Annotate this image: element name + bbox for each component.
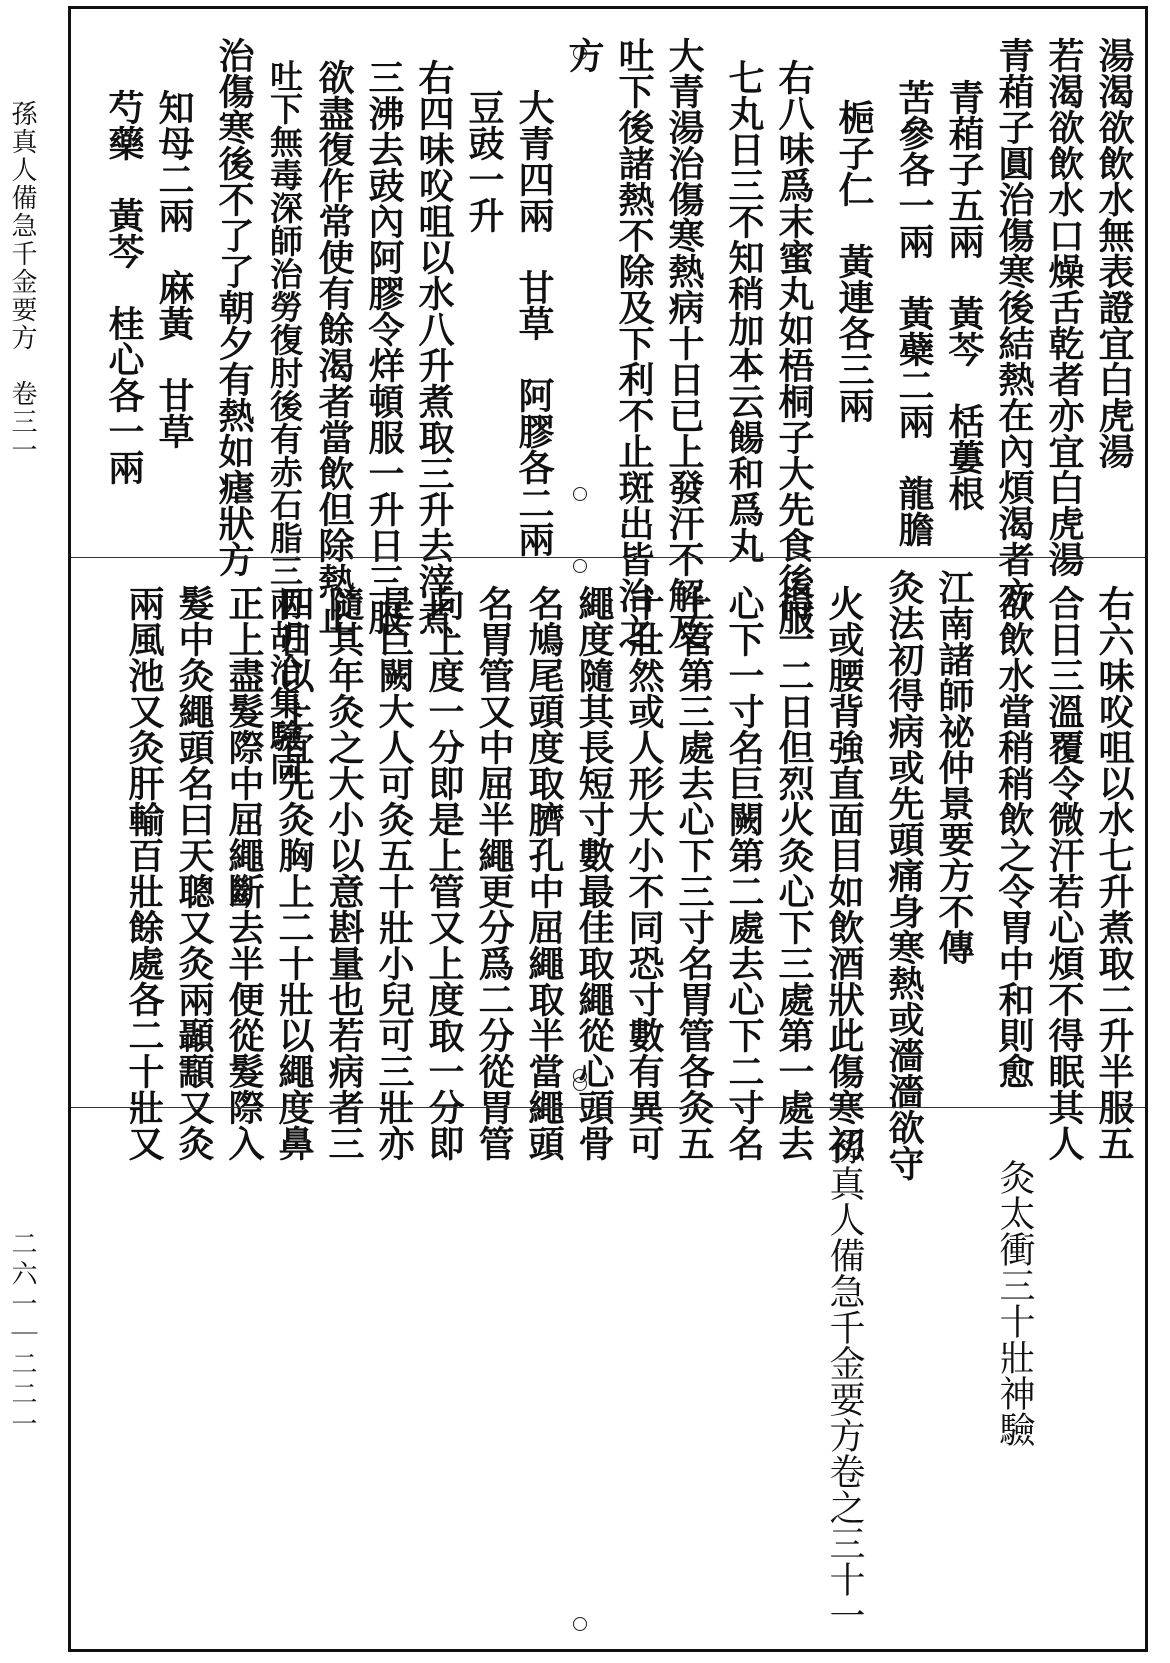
text-column: 正上盡髮際中屈繩斷去半便從髮際入	[223, 585, 265, 1161]
margin-title: 孫真人備急千金要方 卷三一	[7, 100, 37, 464]
text-column: 青葙子五兩 黃芩 栝蔞根	[943, 79, 985, 511]
circle-marker	[573, 559, 587, 573]
text-column: 上管第三處去心下三寸名胃管各灸五	[673, 585, 715, 1161]
text-column: 知母二兩 麻黃 甘草	[153, 89, 195, 449]
text-column: 吐下後諸熱不除及下利不止斑出皆治之	[613, 37, 655, 649]
text-column: 治傷寒後不了了朝夕有熱如瘧狀方	[213, 37, 255, 577]
circle-marker	[573, 1617, 587, 1631]
text-column: 欲盡復作常使有餘渴者當飲但除熱止	[313, 59, 355, 635]
text-column: 大青四兩 甘草 阿膠各二兩	[513, 89, 555, 557]
text-column: 三沸去豉內阿膠令烊頓服一升日三服	[363, 59, 405, 635]
text-panel-bottom	[71, 1109, 1145, 1655]
text-column: 火或腰背強直面目如飲酒狀此傷寒初	[823, 585, 865, 1161]
text-column: 得一二日但烈火灸心下三處第一處去	[773, 585, 815, 1161]
circle-marker	[573, 487, 587, 501]
text-column: 江南諸師祕仲景要方不傳	[933, 569, 975, 965]
text-column: 灸太衝三十壯神驗	[994, 1159, 1035, 1447]
text-column: 大青湯治傷寒熱病十日已上發汗不解及	[663, 37, 705, 649]
text-column: 七丸日三不知稍加本云餳和爲丸	[723, 59, 765, 563]
book-end-title: 孫真人備急千金要方卷之三十一	[824, 1129, 865, 1633]
text-column: 四日以上宜先灸胸上二十壯以繩度鼻	[273, 585, 315, 1161]
text-column: 若渴欲飲水口燥舌乾者亦宜白虎湯	[1043, 37, 1085, 577]
text-panel-middle	[71, 559, 1145, 1181]
text-column: 右八味爲末蜜丸如梧桐子大先食後服	[773, 59, 815, 635]
text-column: 方	[563, 37, 605, 73]
text-column: 合日三溫覆令微汗若心煩不得眠其人	[1043, 585, 1085, 1161]
text-column: 芍藥 黃芩 桂心各一兩	[103, 89, 145, 485]
text-column: 青葙子圓治傷寒後結熱在內煩渴者方	[993, 37, 1035, 613]
text-column: 右六味㕮咀以水七升煮取二升半服五	[1093, 585, 1135, 1161]
page-frame	[68, 6, 1148, 1652]
text-column: 梔子仁 黃連各三兩	[833, 99, 875, 423]
margin-page-number: 二六一｜二二一	[7, 1230, 37, 1440]
text-column: 名鳩尾頭度取臍孔中屈繩取半當繩頭	[523, 585, 565, 1161]
text-column: 繩度隨其長短寸數最佳取繩從心頭骨	[573, 585, 615, 1161]
text-column: 是巨闕大人可灸五十壯小兒可三壯亦	[373, 585, 415, 1161]
text-column: 吐下無毒深師治勞復肘後有赤石脂三兩胡洽集驗同	[265, 59, 304, 785]
text-column: 兩風池又灸肝輸百壯餘處各二十壯又	[123, 585, 165, 1161]
text-column: 苦參各一兩 黃蘗二兩 龍膽	[893, 79, 935, 547]
text-column: 名胃管又中屈半繩更分爲二分從胃管	[473, 585, 515, 1161]
text-column: 十壯然或人形大小不同恐寸數有異可	[623, 585, 665, 1161]
text-column: 右四味㕮咀以水八升煮取三升去滓煮	[413, 59, 455, 635]
circle-marker	[573, 1077, 587, 1091]
text-column: 心下一寸名巨闕第二處去心下二寸名	[723, 585, 765, 1161]
text-column: 豆豉一升	[463, 89, 505, 233]
panel-divider	[71, 1107, 1145, 1108]
text-column: 湯渴欲飲水無表證宜白虎湯	[1093, 37, 1135, 469]
text-column: 隨其年灸之大小以意斟量也若病者三	[323, 585, 365, 1161]
text-column: 向上度一分即是上管又上度取一分即	[423, 585, 465, 1161]
panel-divider	[71, 557, 1145, 558]
text-column: 髮中灸繩頭名曰天聰又灸兩顳顬又灸	[173, 585, 215, 1161]
text-column: 灸法初得病或先頭痛身寒熱或濇濇欲守	[883, 569, 925, 1181]
circle-marker	[573, 46, 587, 60]
text-column: 欲飲水當稍稍飲之令胃中和則愈	[993, 585, 1035, 1089]
